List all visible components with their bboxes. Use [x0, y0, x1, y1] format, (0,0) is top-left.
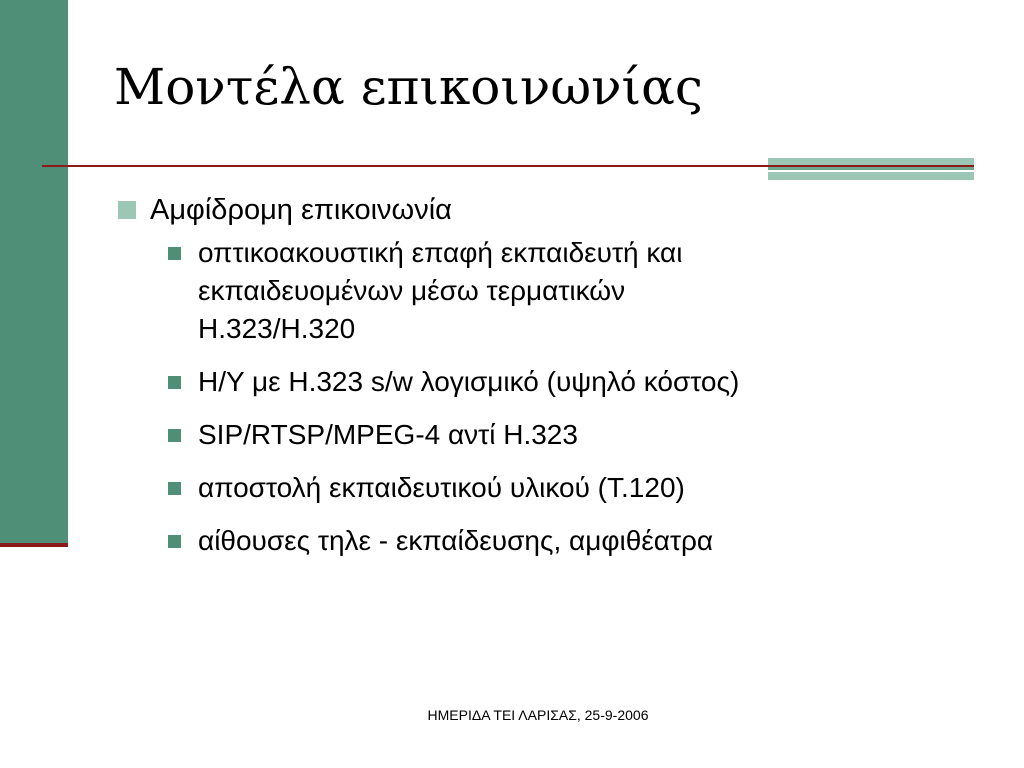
slide-footer: ΗΜΕΡΙΔΑ ΤΕΙ ΛΑΡΙΣΑΣ, 25-9-2006	[427, 707, 649, 723]
sub-bullet-list	[168, 234, 956, 560]
accent-bar-middle	[768, 167, 974, 170]
square-bullet-icon	[168, 482, 181, 495]
bullet-content	[116, 190, 956, 575]
sub-bullet-item	[168, 363, 956, 401]
square-bullet-icon	[168, 376, 181, 389]
bullet-level1	[116, 190, 956, 230]
accent-bar-bottom	[768, 172, 974, 180]
square-bullet-icon	[168, 535, 181, 548]
sub-bullet-text-line: αίθουσες τηλε - εκπαίδευσης, αμφιθέατρα	[198, 525, 714, 556]
sub-bullet-item	[168, 234, 956, 348]
sub-bullet-text-line: αποστολή εκπαιδευτικού υλικού (Τ.120)	[198, 472, 685, 503]
square-bullet-icon	[168, 247, 181, 260]
square-bullet-icon	[168, 429, 181, 442]
sub-bullet-text-line: Η.323/Η.320	[198, 313, 356, 344]
left-decorative-band	[0, 0, 68, 544]
sub-bullet-text-line: Η/Υ με Η.323 s/w λογισμικό (υψηλό κόστος)	[198, 366, 740, 397]
sub-bullet-item	[168, 469, 956, 507]
square-bullet-icon	[118, 201, 136, 219]
sub-bullet-text-line: οπτικοακουστική επαφή εκπαιδευτή και	[198, 237, 683, 268]
sub-bullet-item	[168, 522, 956, 560]
accent-bar-top	[768, 158, 974, 165]
sub-bullet-text-line: εκπαιδευομένων μέσω τερματικών	[198, 275, 626, 306]
slide-title: Μοντέλα επικοινωνίας	[114, 58, 703, 116]
bullet-level1-text: Αμφίδρομη επικοινωνία	[150, 194, 452, 226]
sub-bullet-text-line: SIP/RTSP/MPEG-4 αντί Η.323	[198, 419, 578, 450]
left-band-rule	[0, 543, 68, 547]
sub-bullet-item	[168, 416, 956, 454]
